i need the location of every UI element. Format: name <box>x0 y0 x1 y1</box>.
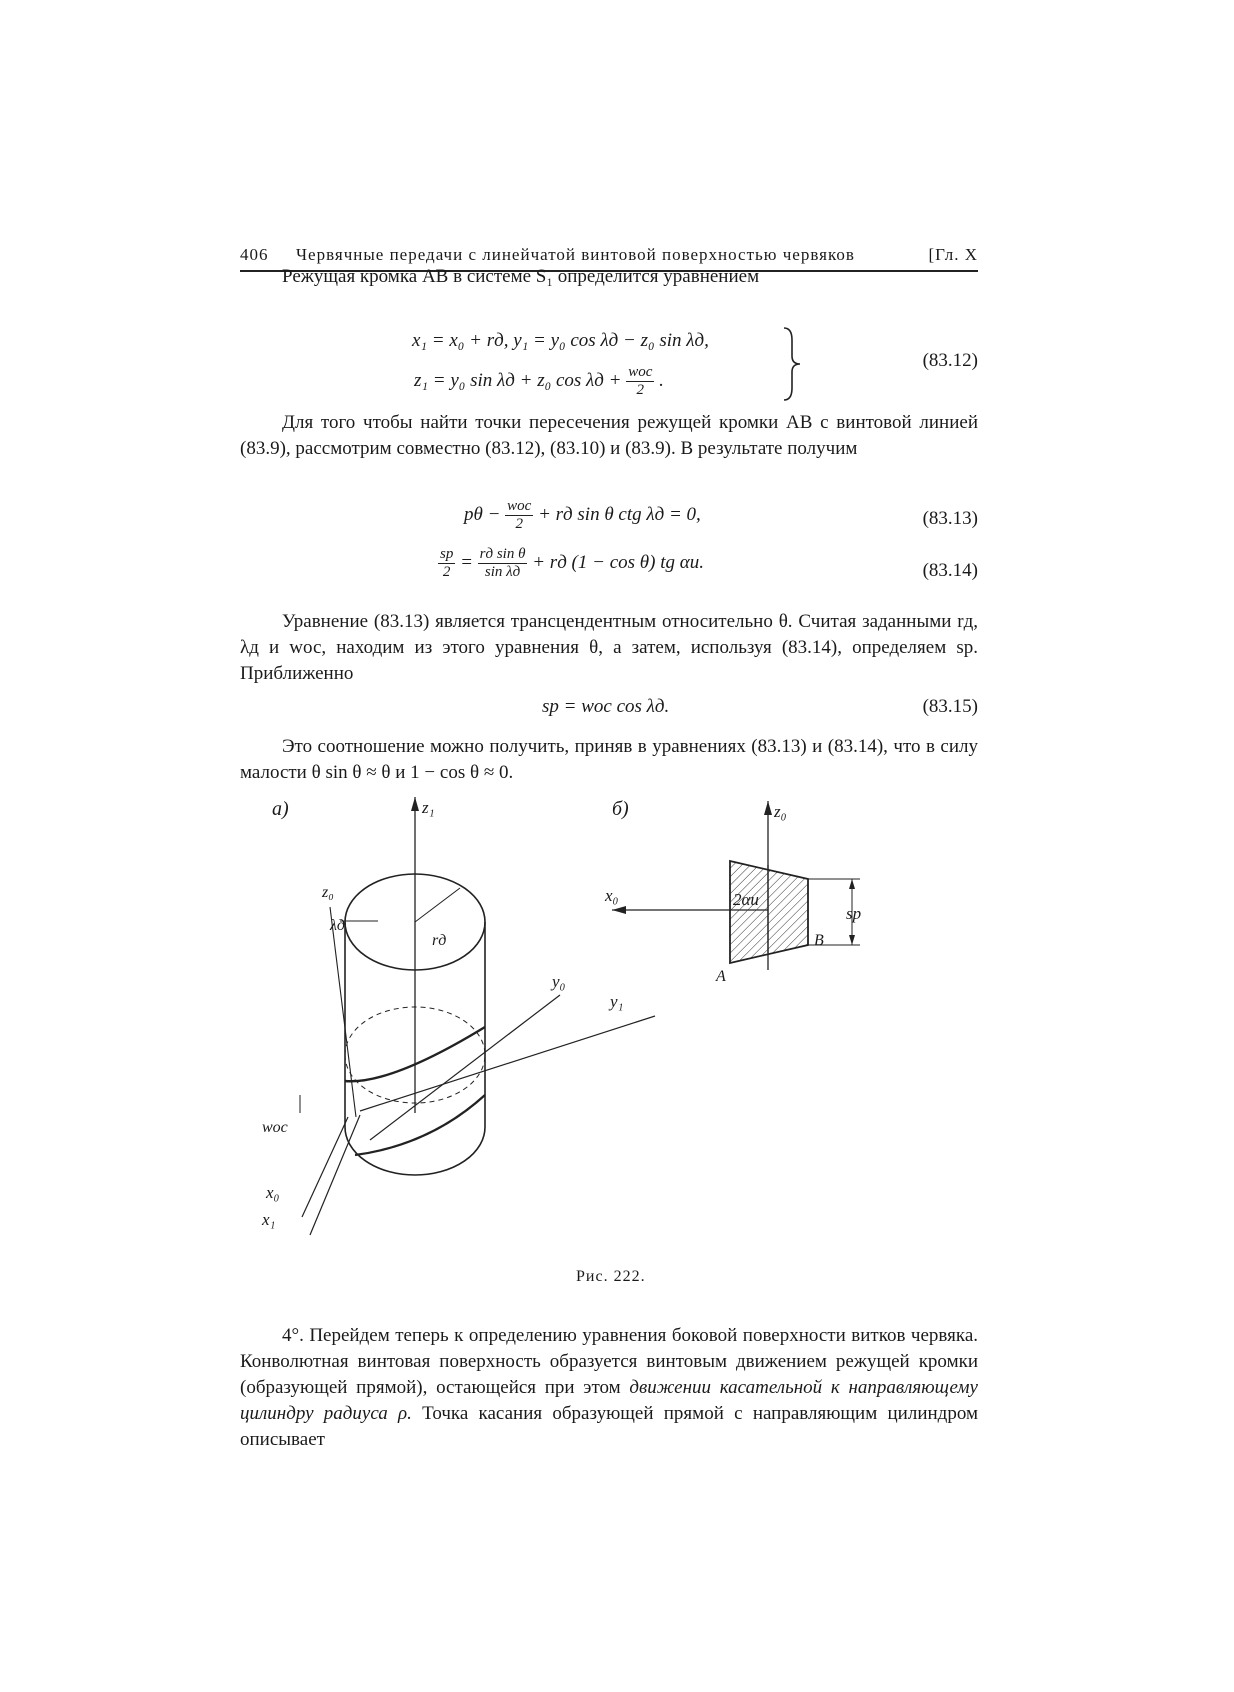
paragraph-5 <box>240 1323 978 1453</box>
equation-number-83-15: (83.15) <box>922 696 978 717</box>
fraction-denominator: 2 <box>442 564 451 580</box>
point-a-label: A <box>716 968 726 985</box>
x0-arrow-icon <box>612 906 626 914</box>
x1-label: x₁ <box>262 1210 276 1229</box>
figure-222 <box>260 795 980 1265</box>
equals-sign: = <box>460 551 473 573</box>
paragraph-2: Для того чтобы найти точки пересечения режущей кромки AB с винтовой линией (83.9), рассмотрим совместно (83.12), (83.10) и (83.9). В результате получим <box>240 412 978 459</box>
figure-caption: Рис. 222. <box>576 1268 646 1285</box>
y0-axis <box>370 995 560 1140</box>
equation-83-12-line1: x₁ = x₀ + rд, y₁ = y₀ cos λд − z₀ sin λд, <box>412 330 709 351</box>
equation-83-13-fraction <box>505 498 533 533</box>
equation-83-12-fraction <box>626 364 654 399</box>
subfigure-label-a: а) <box>272 798 289 820</box>
equation-83-12-line2-end: . <box>659 369 664 391</box>
x0-label-a: x₀ <box>266 1183 280 1202</box>
fraction-numerator: rд sin θ <box>479 546 526 562</box>
sp-label: sр <box>846 904 862 923</box>
paragraph-5-tail: Точка касания образующей прямой с направляющим цилиндром описывает <box>240 1403 978 1450</box>
z0-label-a: z₀ <box>322 884 334 901</box>
equation-83-14 <box>438 546 704 581</box>
equation-number-83-12: (83.12) <box>922 350 978 371</box>
equation-83-13-start: pθ − <box>464 503 501 525</box>
y0-label: y₀ <box>552 972 566 991</box>
paragraph-1: Режущая кромка AB в системе S₁ определится уравнением <box>282 266 760 287</box>
z1-label: z₁ <box>422 798 435 817</box>
radius-label: rд <box>432 932 447 949</box>
sp-arrow-top-icon <box>849 879 855 889</box>
z1-arrow-icon <box>411 797 419 811</box>
equation-83-14-fraction-left <box>438 546 455 581</box>
equation-brace <box>780 326 804 402</box>
alpha-label: 2αи <box>733 890 759 909</box>
cylinder-bottom <box>345 1127 485 1175</box>
subfigure-label-b: б) <box>612 798 629 820</box>
paragraph-3: Уравнение (83.13) является трансцендентным относительно θ. Считая заданными rд, λд и wос, находим из этого уравнения θ, а затем, используя (83.14), определяем sр. Приближенно <box>240 611 978 684</box>
x1-axis <box>310 1115 360 1235</box>
equation-number-83-14: (83.14) <box>922 560 978 581</box>
y1-axis <box>360 1016 655 1111</box>
page-number: 406 <box>240 245 269 264</box>
z0-arrow-icon <box>764 801 772 815</box>
equation-83-15: sр = wос cos λд. <box>542 696 670 717</box>
y1-label: y₁ <box>610 992 624 1011</box>
z0-inclined-axis <box>330 907 356 1117</box>
equation-number-83-13: (83.13) <box>922 508 978 529</box>
equation-83-14-end: + rд (1 − cos θ) tg αи. <box>532 551 704 573</box>
point-b-label: B <box>814 932 824 949</box>
fraction-numerator: sр <box>440 546 454 562</box>
cutter-profile <box>730 861 808 963</box>
fraction-denominator: 2 <box>515 516 523 532</box>
z0-label-b: z₀ <box>774 802 787 821</box>
radius-line <box>415 888 460 922</box>
equation-83-13-end: + rд sin θ ctg λд = 0, <box>538 503 701 525</box>
fraction-denominator: 2 <box>636 382 645 398</box>
paragraph-5-italic: движении касательной к направляющему цилиндру радиуса ρ. <box>240 1377 978 1424</box>
lambda-label: λд <box>330 917 346 934</box>
paragraph-4: Это соотношение можно получить, приняв в уравнениях (83.13) и (83.14), что в силу малости θ sin θ ≈ θ и 1 − cos θ ≈ 0. <box>240 736 978 783</box>
fraction-numerator: wос <box>507 498 532 514</box>
equation-83-13 <box>464 498 701 533</box>
chapter-marker: [Гл. X <box>928 245 978 264</box>
fraction-numerator: wос <box>628 364 653 380</box>
x0-axis <box>302 1117 348 1217</box>
equation-83-12-line2 <box>414 364 664 399</box>
x0-label-b: x₀ <box>605 886 619 905</box>
running-title: Червячные передачи с линейчатой винтовой поверхностью червяков <box>296 245 855 264</box>
equation-83-14-fraction-right <box>478 546 528 581</box>
w-oc-label: wос <box>262 1119 288 1136</box>
paragraph-5-lead: 4°. Перейдем теперь к определению уравнения боковой поверхности витков червяка. Конволютная винтовая поверхность образуется винтовым движением режущей кромки (образующей прямой), остающейся при этом <box>240 1325 978 1398</box>
equation-83-12-line2-text: z₁ = y₀ sin λд + z₀ cos λд + <box>414 369 622 391</box>
fraction-denominator: sin λд <box>484 564 521 580</box>
helix-line-lower <box>355 1095 485 1155</box>
sp-arrow-bottom-icon <box>849 935 855 945</box>
